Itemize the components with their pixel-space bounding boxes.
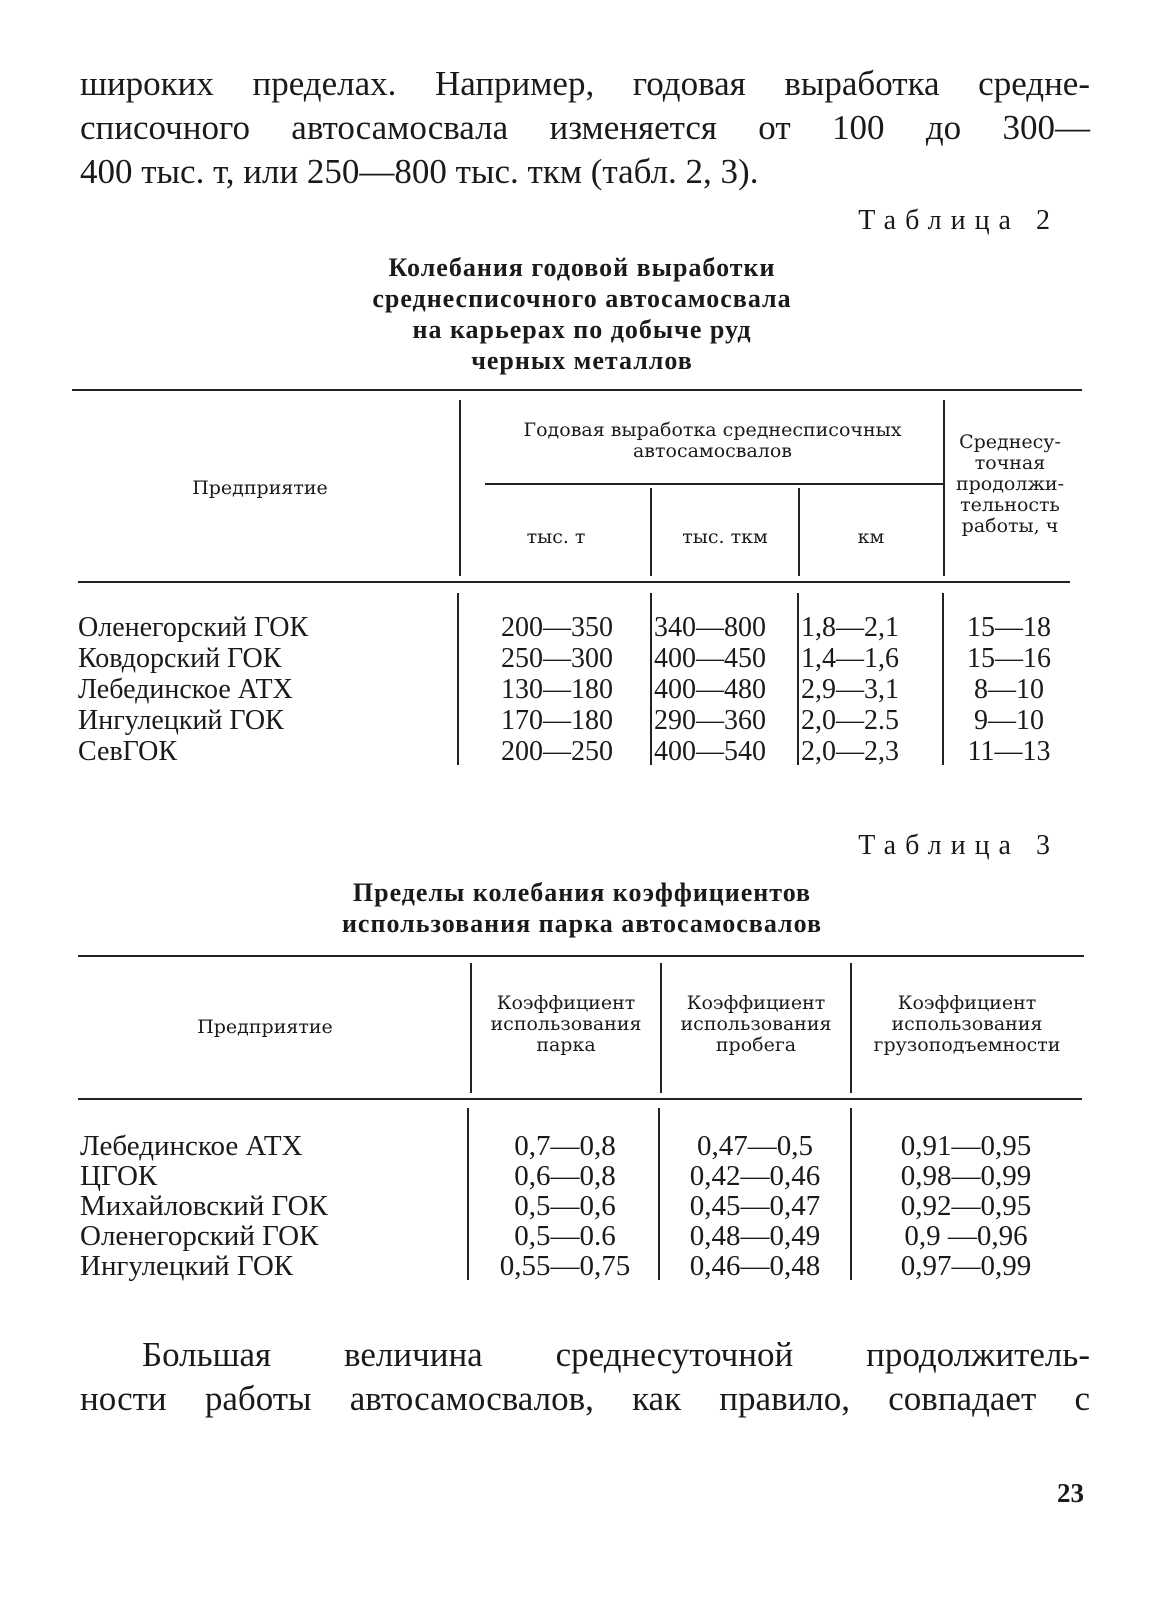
table2-title-line: черных металлов — [471, 346, 693, 375]
table2-row-enterprise: СевГОК — [78, 736, 178, 767]
table3-row-enterprise: Лебединское АТХ — [80, 1130, 303, 1162]
table2-title-line: на карьерах по добыче руд — [412, 315, 752, 344]
table3-row-mileage: 0,42—0,46 — [689, 1160, 821, 1192]
table2-row-hours: 8—10 — [974, 674, 1044, 705]
table3-top-rule — [78, 955, 1084, 957]
table2-row-tkm: 400—450 — [654, 643, 766, 674]
table2-subheader-tkm: тыс. ткм — [682, 526, 768, 548]
table2-row-tons: 130—180 — [501, 674, 613, 705]
table3-col-capacity: Коэффициент использования грузоподъемности — [873, 992, 1061, 1056]
table3-vline — [467, 1108, 469, 1280]
table2-title-line: среднесписочного автосамосвала — [372, 284, 792, 313]
outro-line-2: ности работы автосамосвалов, как правило, совпадает с — [80, 1379, 1090, 1418]
table3-row-park: 0,5—0.6 — [514, 1220, 616, 1252]
table2-row-tkm: 340—800 — [654, 612, 766, 643]
table3-row-capacity: 0,92—0,95 — [900, 1190, 1032, 1222]
table2-vline — [797, 593, 799, 765]
table2-row-tkm: 290—360 — [654, 705, 766, 736]
table3-row-capacity: 0,9 —0,96 — [904, 1220, 1028, 1252]
table2-vline — [942, 593, 944, 765]
table2-row-km: 1,8—2,1 — [801, 612, 899, 643]
table3-row-enterprise: ЦГОК — [80, 1160, 158, 1192]
table2-row-tons: 200—250 — [501, 736, 613, 767]
table2-row-tons: 170—180 — [501, 705, 613, 736]
outro-paragraph — [80, 1333, 1090, 1421]
intro-paragraph — [80, 62, 1090, 194]
table2-row-km: 2,0—2.5 — [801, 705, 899, 736]
table2-row-enterprise: Оленегорский ГОК — [78, 612, 309, 643]
table3-vline — [660, 963, 662, 1093]
table3-row-capacity: 0,97—0,99 — [900, 1250, 1032, 1282]
table3-row-park: 0,55—0,75 — [499, 1250, 631, 1282]
table2-row-tons: 250—300 — [501, 643, 613, 674]
table3-title-line: Пределы колебания коэффициентов — [352, 878, 812, 907]
table3-row-enterprise: Оленегорский ГОК — [80, 1220, 319, 1252]
table2-col-enterprise: Предприятие — [192, 477, 328, 499]
table2-row-hours: 15—18 — [967, 612, 1051, 643]
table3-row-mileage: 0,46—0,48 — [689, 1250, 821, 1282]
table3-row-capacity: 0,91—0,95 — [900, 1130, 1032, 1162]
table3-row-mileage: 0,47—0,5 — [697, 1130, 813, 1162]
table2-group-rule — [485, 483, 943, 485]
page-number: 23 — [1057, 1478, 1084, 1508]
table2-subheader-t: тыс. т — [526, 526, 586, 548]
table2-label: Таблица 2 — [858, 205, 1059, 236]
intro-line-2: списочного автосамосвала изменяется от 100 до 300— — [80, 108, 1090, 147]
table2-row-km: 2,9—3,1 — [801, 674, 899, 705]
table2-row-tkm: 400—480 — [654, 674, 766, 705]
outro-line-1: Большая величина среднесуточной продолжитель- — [142, 1335, 1090, 1374]
table3-row-enterprise: Михайловский ГОК — [80, 1190, 328, 1222]
table3-vline — [850, 963, 852, 1093]
table2-row-hours: 9—10 — [974, 705, 1044, 736]
table2-row-hours: 15—16 — [967, 643, 1051, 674]
table2-header-rule — [78, 581, 1070, 583]
table2-vline — [459, 400, 461, 576]
table3-row-capacity: 0,98—0,99 — [900, 1160, 1032, 1192]
table2-row-enterprise: Ингулецкий ГОК — [78, 705, 284, 736]
intro-line-3: 400 тыс. т, или 250—800 тыс. ткм (табл. 2, 3). — [80, 152, 759, 191]
table3-vline — [470, 963, 472, 1093]
table2-title — [0, 252, 1164, 376]
table3-col-enterprise: Предприятие — [197, 1016, 333, 1038]
table3-row-enterprise: Ингулецкий ГОК — [80, 1250, 294, 1282]
table2-col-duration: Среднесу-точная продолжи-тельность работы, ч — [955, 431, 1065, 537]
table2-row-tkm: 400—540 — [654, 736, 766, 767]
table2-row-km: 1,4—1,6 — [801, 643, 899, 674]
table3-col-park: Коэффициент использования парка — [490, 992, 642, 1056]
table2-row-km: 2,0—2,3 — [801, 736, 899, 767]
intro-line-1: широких пределах. Например, годовая выработка средне- — [80, 64, 1090, 103]
table2-group-header: Годовая выработка среднесписочных автосамосвалов — [523, 419, 902, 462]
table2-top-rule — [72, 389, 1082, 391]
table2-row-tons: 200—350 — [501, 612, 613, 643]
table2-vline — [457, 593, 459, 765]
table2-row-hours: 11—13 — [967, 736, 1051, 767]
table3-row-park: 0,7—0,8 — [514, 1130, 616, 1162]
table3-label: Таблица 3 — [858, 830, 1059, 861]
table3-title-line: использования парка автосамосвалов — [341, 909, 823, 938]
table3-row-park: 0,6—0,8 — [514, 1160, 616, 1192]
table2-subheader-km: км — [857, 526, 885, 548]
table3-title — [0, 877, 1164, 939]
table2-row-enterprise: Лебединское АТХ — [78, 674, 293, 705]
table3-header-rule — [78, 1098, 1082, 1100]
table3-row-park: 0,5—0,6 — [514, 1190, 616, 1222]
table3-row-mileage: 0,48—0,49 — [689, 1220, 821, 1252]
table3-vline — [658, 1108, 660, 1280]
table3-col-mileage: Коэффициент использования пробега — [680, 992, 832, 1056]
table2-vline — [943, 400, 945, 576]
table2-row-enterprise: Ковдорский ГОК — [78, 643, 282, 674]
table3-row-mileage: 0,45—0,47 — [689, 1190, 821, 1222]
table2-title-line: Колебания годовой выработки — [388, 253, 776, 282]
